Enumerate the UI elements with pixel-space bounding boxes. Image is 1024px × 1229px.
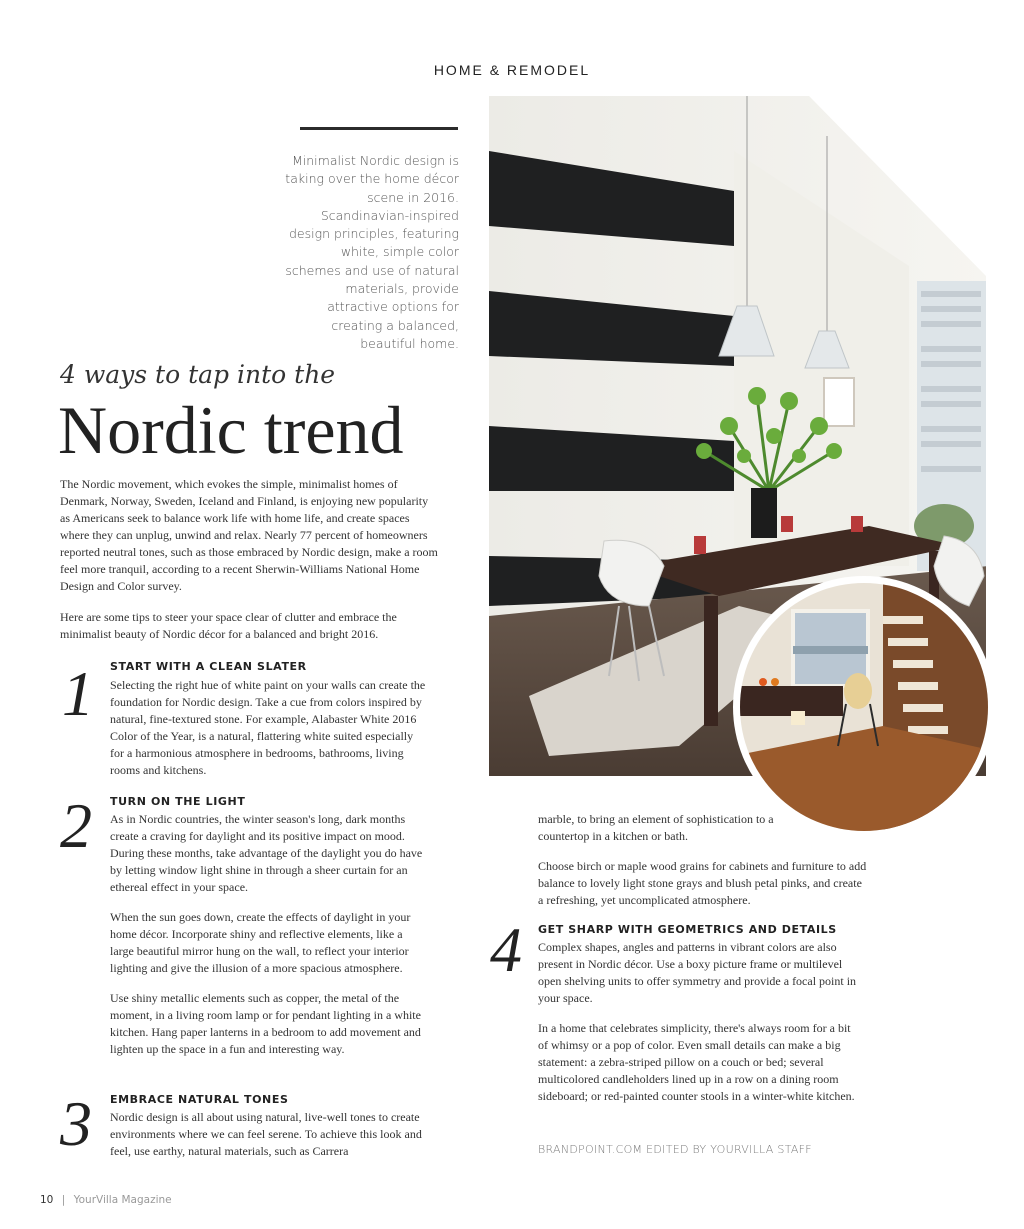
tip-paragraph: Choose birch or maple wood grains for cabinets and furniture to add balance to lovely light stone grays and blush petal pinks, and create a refreshing, yet uncomplicated atmosphere. (538, 859, 867, 907)
staircase-inset-photo (733, 576, 995, 838)
tip-heading: TURN ON THE LIGHT (110, 795, 246, 808)
intro-blurb: Minimalist Nordic design is taking over the home décor scene in 2016. Scandinavian-inspired design principles, featuring white, simple color schemes and use of natural materials, provide attractive options for creating a balanced, beautiful home. (285, 153, 459, 351)
lead-paragraph: The Nordic movement, which evokes the simple, minimalist homes of Denmark, Norway, Sweden, Iceland and Finland, is enjoying new popularity as Americans seek to balance work life with home life, and create spaces where they can unplug, unwind and relax. Nearly 77 percent of homeowners reported neutral tones, such as those embraced by Nordic design, make a room feel more tranquil, according to a recent Sherwin-Williams National Home Design and Color survey. (60, 477, 438, 593)
tip-paragraph: As in Nordic countries, the winter season's long, dark months create a craving for daylight and its positive impact on mood. During these months, take advantage of the daylight you do have by letting window light shine in through a sheer curtain for an ethereal effect in your space. (110, 812, 423, 894)
tip-paragraph: Complex shapes, angles and patterns in vibrant colors are also present in Nordic décor. Use a boxy picture frame or multilevel open shelving units to offer symmetry and provide a focal point in your space. (538, 940, 857, 1005)
tip-number: 2 (60, 790, 92, 861)
tip-paragraph: When the sun goes down, create the effects of daylight in your home décor. Incorporate shiny and reflective elements, like a large beautiful mirror hung on the wall, to reflect your interior lighting and give the illusion of a more spacious atmosphere. (110, 910, 411, 975)
headline-kicker: 4 ways to tap into the (60, 360, 336, 389)
tip-heading: EMBRACE NATURAL TONES (110, 1093, 289, 1106)
tip-paragraph: Selecting the right hue of white paint on your walls can create the foundation for Nordic design. Take a cue from colors inspired by natural, fine-textured stone. For example, Alabaster White 2016 Color of the Year, is a natural, flattering white suited especially for a harmonious atmosphere in bedrooms, bathrooms, living rooms and kitchens. (110, 678, 426, 777)
tip-number: 1 (62, 658, 94, 729)
lead-paragraph: Here are some tips to steer your space clear of clutter and embrace the minimalist beauty of Nordic décor for a balanced and bright 2016. (60, 610, 397, 641)
tip-heading: START WITH A CLEAN SLATER (110, 660, 307, 673)
publication-name: YourVilla Magazine (73, 1194, 172, 1206)
tip-paragraph: In a home that celebrates simplicity, there's always room for a bit of whimsy or a pop of color. Even small details can make a big statement: a zebra-striped pillow on a couch or bed; several multicolored candleholders lined up in a row on a dining room sideboard; or red-painted counter stools in a winter-white kitchen. (538, 1021, 855, 1103)
footer-separator: | (61, 1194, 66, 1206)
headline-title: Nordic trend (58, 392, 404, 468)
tip-number: 4 (490, 914, 522, 985)
tip-heading: GET SHARP WITH GEOMETRICS AND DETAILS (538, 923, 837, 936)
tip-paragraph: Use shiny metallic elements such as copper, the metal of the moment, in a living room lamp or for pendant lighting in a white kitchen. Hang paper lanterns in a bedroom to add movement and lighten up the space in a fun and interesting way. (110, 991, 421, 1056)
tip-paragraph: marble, to bring an element of sophistication to a countertop in a kitchen or bath. (538, 812, 774, 843)
tip-paragraph: Nordic design is all about using natural, live-well tones to create environments where we can feel serene. To achieve this look and feel, use earthy, natural materials, such as Carrera (110, 1110, 422, 1158)
divider-rule (300, 127, 458, 130)
section-header: HOME & REMODEL (433, 62, 591, 78)
article-credit: BRANDPOINT.COM EDITED BY YOURVILLA STAFF (538, 1143, 812, 1156)
page-footer (40, 1194, 172, 1206)
tip-number: 3 (60, 1088, 92, 1159)
page-number: 10 (40, 1194, 54, 1206)
